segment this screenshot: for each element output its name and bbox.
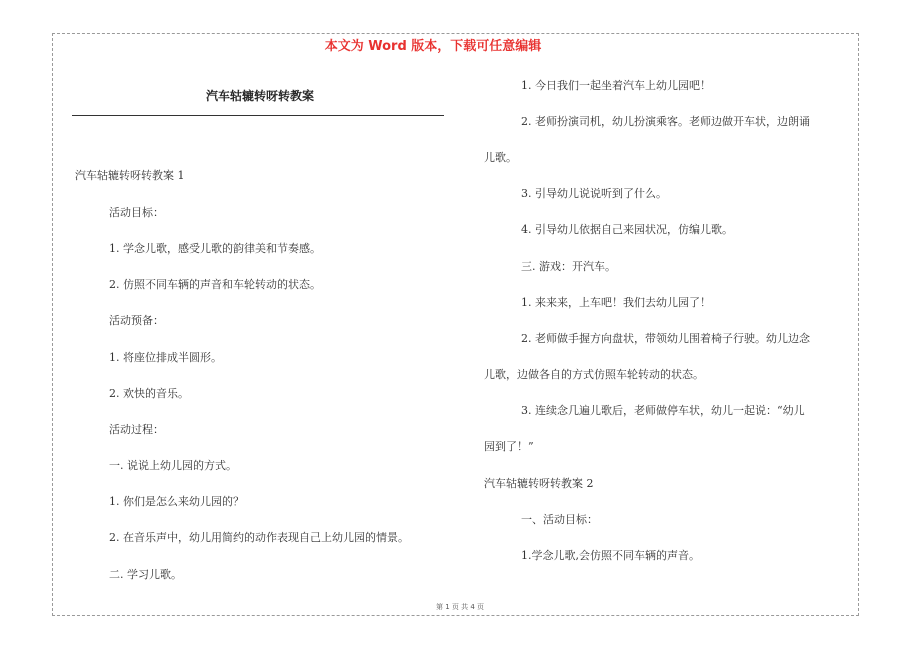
paragraph: 3. 连续念几遍儿歌后，老师做停车状，幼儿一起说：“幼儿	[521, 404, 805, 417]
paragraph: 三. 游戏：开汽车。	[521, 260, 616, 273]
paragraph: 一. 说说上幼儿园的方式。	[109, 459, 237, 472]
paragraph: 活动目标：	[109, 206, 164, 219]
paragraph: 二. 学习儿歌。	[109, 568, 182, 581]
paragraph: 儿歌，边做各自的方式仿照车轮转动的状态。	[484, 368, 704, 381]
paragraph: 4. 引导幼儿依据自己来园状况，仿编儿歌。	[521, 223, 733, 236]
section-heading: 汽车轱辘转呀转教案 2	[484, 477, 594, 490]
paragraph: 园到了！”	[484, 440, 534, 453]
paragraph: 1. 今日我们一起坐着汽车上幼儿园吧！	[521, 79, 711, 92]
paragraph: 一、活动目标：	[521, 513, 598, 526]
paragraph: 2. 老师扮演司机，幼儿扮演乘客。老师边做开车状，边朗诵	[521, 115, 810, 128]
edit-banner: 本文为 Word 版本，下载可任意编辑	[324, 39, 542, 54]
paragraph: 2. 欢快的音乐。	[109, 387, 189, 400]
paragraph: 儿歌。	[484, 151, 517, 164]
paragraph: 2. 在音乐声中，幼儿用简约的动作表现自己上幼儿园的情景。	[109, 531, 409, 544]
paragraph: 3. 引导幼儿说说听到了什么。	[521, 187, 667, 200]
paragraph: 2. 老师做手握方向盘状，带领幼儿围着椅子行驶。幼儿边念	[521, 332, 810, 345]
document-title: 汽车轱辘转呀转教案	[205, 89, 314, 103]
section-heading: 汽车轱辘转呀转教案 1	[75, 169, 185, 182]
title-divider	[72, 115, 444, 116]
paragraph: 1. 你们是怎么来幼儿园的？	[109, 495, 244, 508]
paragraph: 1.学念儿歌,会仿照不同车辆的声音。	[521, 549, 700, 562]
paragraph: 活动预备：	[109, 314, 164, 327]
paragraph: 1. 学念儿歌，感受儿歌的韵律美和节奏感。	[109, 242, 321, 255]
paragraph: 2. 仿照不同车辆的声音和车轮转动的状态。	[109, 278, 321, 291]
paragraph: 活动过程：	[109, 423, 164, 436]
paragraph: 1. 来来来，上车吧！我们去幼儿园了！	[521, 296, 711, 309]
page-footer: 第 1 页 共 4 页	[435, 603, 485, 611]
paragraph: 1. 将座位排成半圆形。	[109, 351, 222, 364]
